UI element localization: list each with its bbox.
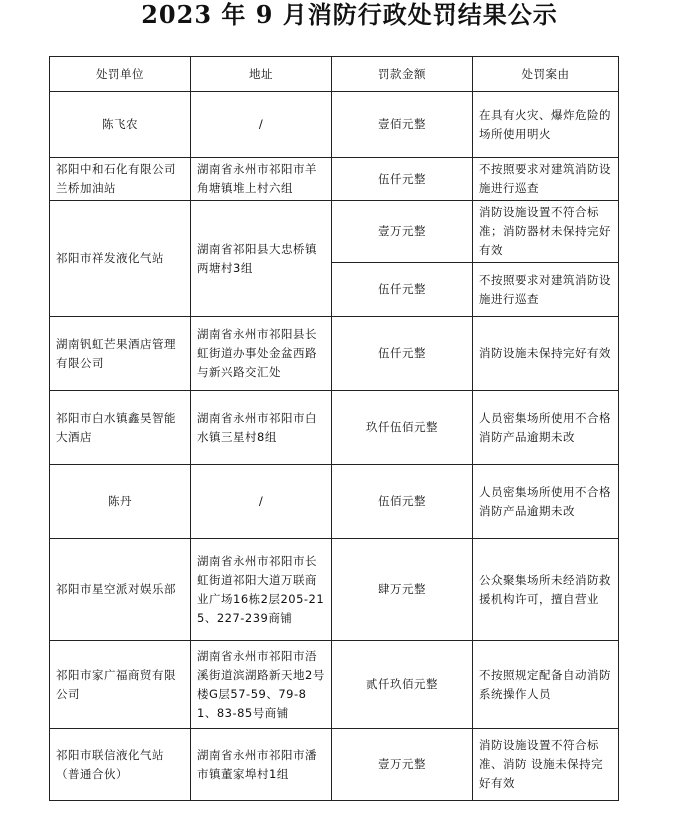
reason-cell: 公众聚集场所未经消防救援机构许可，擅自营业 <box>473 539 619 641</box>
address-cell: / <box>191 92 332 158</box>
table-row <box>50 92 619 158</box>
amount-cell: 伍佰元整 <box>332 465 473 539</box>
amount-cell: 壹佰元整 <box>332 92 473 158</box>
amount-cell: 伍仟元整 <box>332 158 473 201</box>
table-row <box>50 729 619 801</box>
address-cell: / <box>191 465 332 539</box>
unit-cell: 祁阳市联信液化气站（普通合伙） <box>50 729 191 801</box>
unit-cell: 祁阳市星空派对娱乐部 <box>50 539 191 641</box>
amount-cell: 玖仟伍佰元整 <box>332 391 473 465</box>
table-row <box>50 391 619 465</box>
unit-cell: 祁阳市家广福商贸有限公司 <box>50 641 191 729</box>
reason-cell: 人员密集场所使用不合格消防产品逾期未改 <box>473 391 619 465</box>
table-row <box>50 317 619 391</box>
address-cell: 湖南省永州市祁阳市浯溪街道滨湖路新天地2号楼G层57-59、79-81、83-85号商铺 <box>191 641 332 729</box>
amount-cell: 伍仟元整 <box>332 317 473 391</box>
reason-cell: 不按照要求对建筑消防设施进行巡查 <box>473 263 619 317</box>
reason-cell: 在具有火灾、爆炸危险的场所使用明火 <box>473 92 619 158</box>
header-unit: 处罚单位 <box>50 57 191 92</box>
reason-cell: 消防设施设置不符合标准；消防器材未保持完好有效 <box>473 201 619 263</box>
reason-cell: 人员密集场所使用不合格消防产品逾期未改 <box>473 465 619 539</box>
header-fine-amount: 罚款金额 <box>332 57 473 92</box>
address-cell: 湖南省永州市祁阳市潘市镇董家埠村1组 <box>191 729 332 801</box>
unit-cell: 湖南钒虹芒果酒店管理有限公司 <box>50 317 191 391</box>
page-title: 2023 年 9 月消防行政处罚结果公示 <box>141 0 558 29</box>
address-cell: 湖南省永州市祁阳市白水镇三星村8组 <box>191 391 332 465</box>
amount-cell: 壹万元整 <box>332 729 473 801</box>
table-row <box>50 539 619 641</box>
reason-cell: 消防设施设置不符合标准、消防 设施未保持完好有效 <box>473 729 619 801</box>
header-reason: 处罚案由 <box>473 57 619 92</box>
address-cell: 湖南省永州市祁阳市羊角塘镇堆上村六组 <box>191 158 332 201</box>
address-cell: 湖南省永州市祁阳县长虹街道办事处金盆西路与新兴路交汇处 <box>191 317 332 391</box>
table-row <box>50 158 619 201</box>
address-cell: 湖南省祁阳县大忠桥镇两塘村3组 <box>191 201 332 317</box>
unit-cell: 陈丹 <box>50 465 191 539</box>
unit-cell: 祁阳中和石化有限公司兰桥加油站 <box>50 158 191 201</box>
table-row <box>50 465 619 539</box>
reason-cell: 不按照要求对建筑消防设施进行巡查 <box>473 158 619 201</box>
header-address: 地址 <box>191 57 332 92</box>
address-cell: 湖南省永州市祁阳市长虹街道祁阳大道万联商业广场16栋2层205-215、227-239商铺 <box>191 539 332 641</box>
reason-cell: 消防设施未保持完好有效 <box>473 317 619 391</box>
unit-cell: 陈飞农 <box>50 92 191 158</box>
amount-cell: 伍仟元整 <box>332 263 473 317</box>
table-row <box>50 641 619 729</box>
amount-cell: 贰仟玖佰元整 <box>332 641 473 729</box>
unit-cell: 祁阳市白水镇鑫昊智能大酒店 <box>50 391 191 465</box>
table-row <box>50 201 619 263</box>
amount-cell: 肆万元整 <box>332 539 473 641</box>
penalty-table <box>49 56 619 801</box>
unit-cell: 祁阳市祥发液化气站 <box>50 201 191 317</box>
reason-cell: 不按照规定配备自动消防系统操作人员 <box>473 641 619 729</box>
amount-cell: 壹万元整 <box>332 201 473 263</box>
table-header-row <box>50 57 619 92</box>
